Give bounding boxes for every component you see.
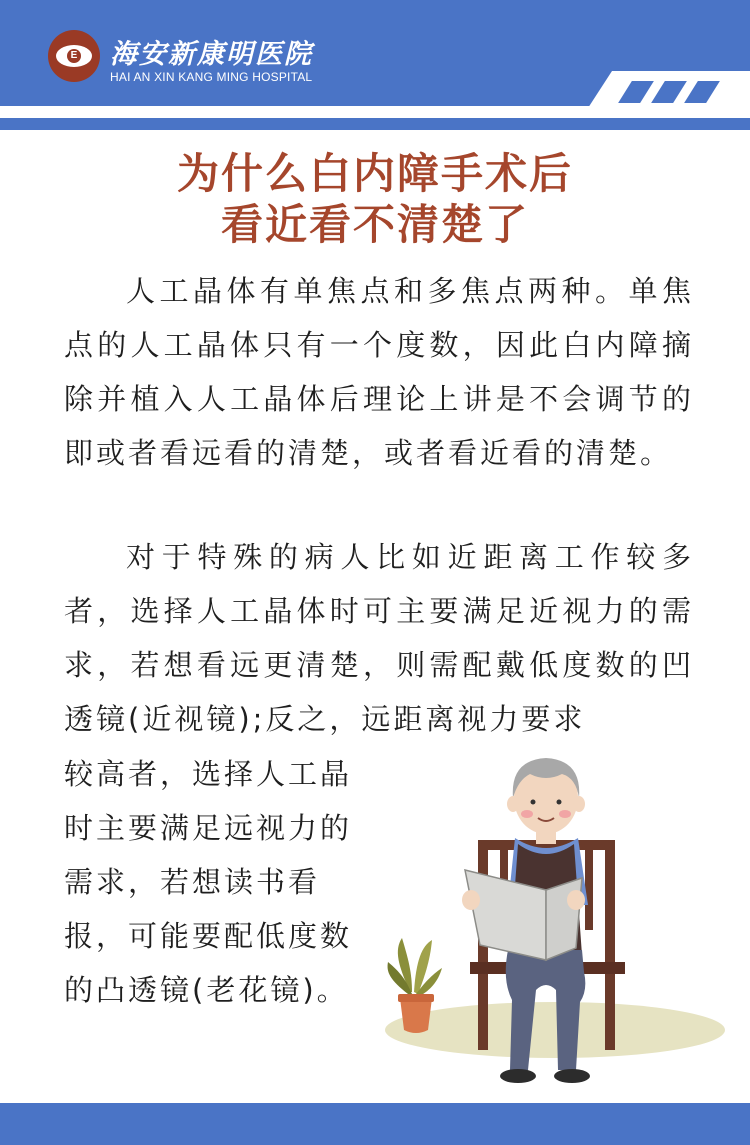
title-line-2: 看近看不清楚了 [220,200,529,249]
paragraph-3: 较高者，选择人工晶时主要满足远视力的需求，若想读书看报，可能要配低度数的凸透镜(老花镜)。 [64,757,353,1007]
page-title [0,148,750,250]
hospital-name-cn: 海安新康明医院 [110,39,313,70]
hospital-name-en: HAI AN XIN KANG MING HOSPITAL [110,70,313,84]
paragraph-1: 人工晶体有单焦点和多焦点两种。单焦点的人工晶体只有一个度数，因此白内障摘除并植入人工晶体后理论上讲是不会调节的即或者看远看的清楚，或者看近看的清楚。 [64,274,694,470]
paragraph-2: 对于特殊的病人比如近距离工作较多者，选择人工晶体时可主要满足近视力的需求，若想看远更清楚，则需配戴低度数的凹透镜(近视镜);反之，远距离视力要求 [64,540,694,736]
title-line-1: 为什么白内障手术后 [176,149,573,198]
floor-shadow [385,1002,725,1058]
header-divider [0,118,750,130]
logo-eye-shape [56,45,92,67]
hospital-eye-logo-icon [48,30,100,82]
logo-letter: E [67,49,81,63]
elderly-man-reading-illustration [350,740,750,1100]
footer-banner [0,1103,750,1145]
